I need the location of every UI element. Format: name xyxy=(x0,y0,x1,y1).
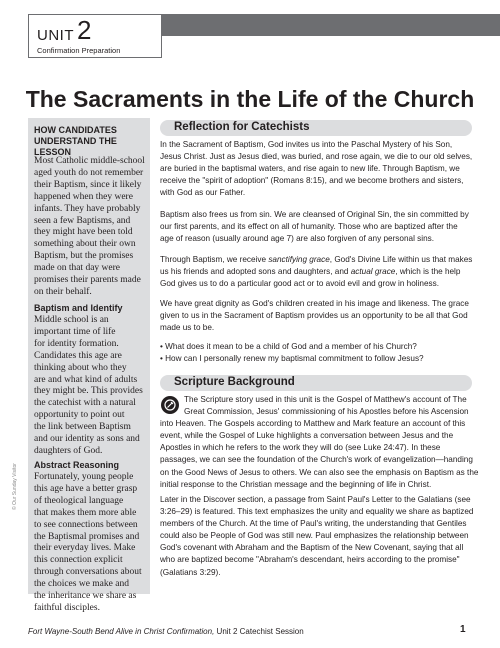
sidebar-heading-baptism-identify: Baptism and Identify xyxy=(34,303,123,313)
sidebar-text-intro: Most Catholic middle-school aged youth do not remember their Baptism, since it likely happened when they were infants. They have probably seen a few Baptisms, and they might have been told something about their own Baptism, but the promises made on that day were promises their parents made on their behalf. xyxy=(34,156,145,297)
reflection-bullet-2: • How can I personally renew my baptismal commitment to follow Jesus? xyxy=(160,354,424,363)
scripture-heading: Scripture Background xyxy=(160,375,472,391)
page-title: The Sacraments in the Life of the Church xyxy=(25,86,475,112)
scripture-paragraph-1: The Scripture story used in this unit is the Gospel of Matthew's account of The Great Commission, Jesus' commissioning of his Apostles before his Ascension into Heaven. The Gospels according to Matthew and Mark feature an account of this event, while the Gospel of Luke highlights a conversation between Jesus and the Apostles in which he refers to the work they will do (see Luke 24:47). In these passages, we can see the foundation of the Church's work of evangelization—handing on the Good News of Jesus to others. We can also see the emphasis on Baptism as the initial response to the Christian message and the beginning of life in Christ. xyxy=(160,395,479,489)
unit-number: 2 xyxy=(77,15,92,45)
reflection-paragraph-2: Baptism also frees us from sin. We are cleansed of Original Sin, the sin committed by our first parents, and its effect on all of humanity. Those who are baptized after the age of reason (usually around age 7) are also forgiven of any personal sins. xyxy=(160,210,469,244)
sidebar-text-reasoning: Fortunately, young people this age have a better grasp of theological language that makes them more able to see connections between the Baptismal promises and their everyday lives. Make this connection explicit through conversations about the choices we make and the inheritance we share as faithful disciples. xyxy=(34,472,142,613)
header-bar xyxy=(0,0,500,55)
unit-badge xyxy=(28,14,162,58)
photo-credit: © Our Sunday Visitor xyxy=(12,463,18,510)
reflection-paragraph-4: We have great dignity as God's children created in his image and likeness. The grace given to us in the Sacrament of Baptism provides us an opportunity to be all that God made us to be. xyxy=(160,299,469,333)
sidebar xyxy=(28,118,150,613)
reflection-paragraph-3: Through Baptism, we receive sanctifying grace, God's Divine Life within us that makes us his friends and adopted sons and daughters, and actual grace, which is the help God gives us to do a particular good act or to avoid evil and grow in holiness. xyxy=(160,255,473,289)
unit-subtitle: Confirmation Preparation xyxy=(37,46,121,55)
reflection-heading: Reflection for Catechists xyxy=(160,120,472,136)
reflection-bullet-1: • What does it mean to be a child of God and a member of his Church? xyxy=(160,342,417,351)
footer-publication: Fort Wayne-South Bend Alive in Christ Confirmation, xyxy=(28,627,215,636)
footer-text xyxy=(28,627,304,636)
footer-session: Unit 2 Catechist Session xyxy=(214,627,304,636)
sidebar-heading-how-candidates: HOW CANDIDATES UNDERSTAND THE LESSON xyxy=(34,125,117,157)
page-number: 1 xyxy=(460,624,466,635)
scripture-paragraph-2: Later in the Discover section, a passage from Saint Paul's Letter to the Galatians (see 3:26–29) is featured. This text emphasizes the unity and equality we share as baptized members of the Church. At the time of Paul's writing, the understanding that Gentiles could also be People of God was still new. Paul emphasizes the relationship between God's covenant with Abraham and the Baptism of the New Covenant, saying that all who are baptized become "Abraham's descendant, heirs according to the promise" (Galatians 3:29). xyxy=(160,495,474,577)
reflection-paragraph-1: In the Sacrament of Baptism, God invites us into the Paschal Mystery of his Son, Jesus Christ. Just as Jesus died, was buried, and rose again, we die to our old selves, are buried in the baptismal waters, and rise again to new life. Through Baptism, we receive the "spirit of adoption" (Romans 8:15), and we become brothers and sisters, with God as our Father. xyxy=(160,140,473,198)
unit-label: UNIT xyxy=(37,27,74,44)
sidebar-heading-abstract-reasoning: Abstract Reasoning xyxy=(34,460,120,470)
sidebar-text-identity: Middle school is an important time of life for identity formation. Candidates this age are thinking about who they are and what kind of adults they might be. This provides the catechist with a natural opportunity to point out the link between Baptism and our identity as sons and daughters of God. xyxy=(34,315,143,456)
